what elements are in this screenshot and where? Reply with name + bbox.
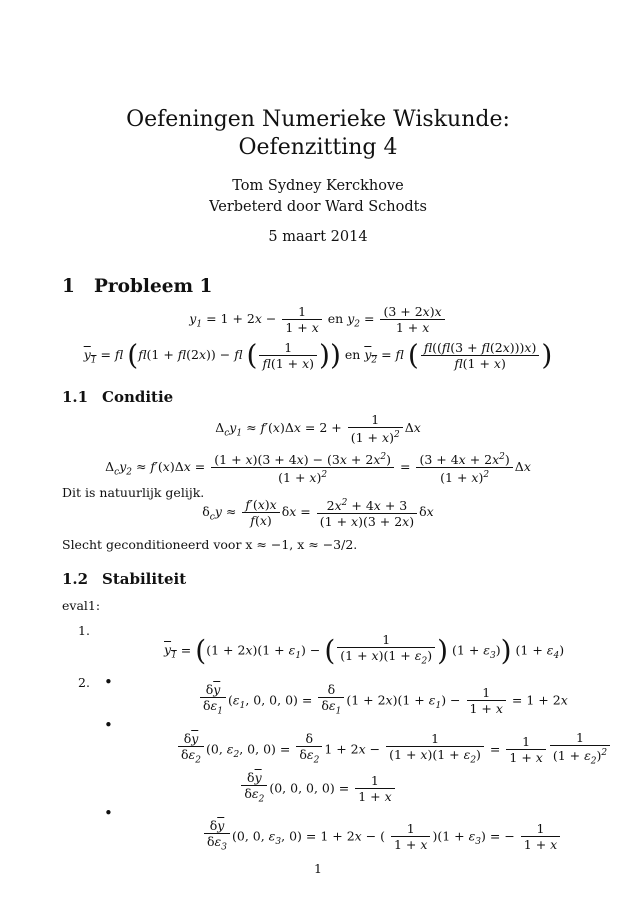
section-heading-probleem-1 bbox=[62, 276, 212, 297]
en-label-2: en bbox=[344, 347, 361, 362]
equation-relative-condition: $\delta_cy$ ≈ $\frac{f'(x)x}{f(x)}$ δx = $\frac{2x^2 + 4x + 3}{(1 + x)(3 + 2x)}$ δx bbox=[202, 497, 434, 530]
equation-y1-bar-expansion: $y_1 = ((1 + 2x)(1 + \varepsilon_1)$ − ( $\frac{1}{(1 + x)(1 + \varepsilon_2)}$ ) $(1 + \varepsilon_3)$) $(1 + \varepsilon_4)$ bbox=[164, 632, 564, 670]
section-number: 1 bbox=[62, 276, 75, 297]
subsection-title-2: Stabiliteit bbox=[102, 570, 187, 588]
subsection-number-2: 1.2 bbox=[62, 570, 89, 588]
en-label: en bbox=[327, 311, 344, 326]
corrector: Verbeterd door Ward Schodts bbox=[209, 199, 427, 215]
equation-derivative-eps2: $\frac{\delta\overline{y}}{\delta\varepsilon_2}$ (0, $\varepsilon_2$, 0, 0) = $\frac{\delta}{\delta\varepsilon_2}$ 1 + 2x − $\frac{1}{(1 + x)(1 + \varepsilon_2)}$ = $\frac{1}{1 + x}$ $\frac{1}{(1 + \varepsilon_2)^2}$ bbox=[176, 730, 612, 770]
equation-fl-definitions: $y_1$ = fl (fl(1 + fl(2x)) − fl ( $\frac{1}{fl(1 + x)}$ )) en $y_2$ = fl ( $\frac{fl((fl(3 + fl(2x)))x)}{fl(1 + x)}$ ) bbox=[83, 338, 553, 372]
document-title-line1: Oefeningen Numerieke Wiskunde: bbox=[126, 107, 510, 132]
list-item-1-number: 1. bbox=[78, 623, 90, 638]
paragraph-natuurlijk: Dit is natuurlijk gelijk. bbox=[62, 485, 205, 500]
subsection-title: Conditie bbox=[102, 388, 174, 406]
section-title: Probleem 1 bbox=[94, 276, 213, 297]
equation-condition-y1: $\Delta_cy_1 \approx f'(x)\Delta x = 2$ + $\frac{1}{(1 + x)^2}$ Δx bbox=[215, 412, 421, 446]
equation-derivative-eps3: $\frac{\delta\overline{y}}{\delta\varepsilon_3}$ (0, 0, $\varepsilon_3$, 0) = 1 + 2x − ( $\frac{1}{1 + x}$ )$(1 + \varepsilon_3)$ = − $\frac{1}{1 + x}$ bbox=[202, 818, 562, 856]
paragraph-slecht: Slecht geconditioneerd voor x ≈ −1, x ≈ −3/2. bbox=[62, 537, 358, 552]
document-title-line2: Oefenzitting 4 bbox=[238, 135, 398, 160]
subsection-heading-stabiliteit bbox=[62, 570, 186, 588]
bullet-2: • bbox=[104, 716, 113, 734]
equation-condition-y2: $\Delta_cy_2 \approx f'(x)\Delta x$ = $\frac{(1 + x)(3 + 4x) - (3x + 2x^2)}{(1 + x)^2}$ = $\frac{(3 + 4x + 2x^2)}{(1 + x)^2}$ Δx bbox=[105, 452, 531, 486]
bullet-3: • bbox=[104, 804, 113, 822]
subsection-heading-conditie bbox=[62, 388, 173, 406]
subsection-number: 1.1 bbox=[62, 388, 89, 406]
paragraph-eval1: eval1: bbox=[62, 598, 101, 613]
date: 5 maart 2014 bbox=[268, 229, 368, 245]
equation-derivative-eps1: $\frac{\delta\overline{y}}{\delta\varepsilon_1}$ ($\varepsilon_1$, 0, 0, 0) = $\frac{\delta}{\delta\varepsilon_1}$ $(1 + 2x)(1 + \varepsilon_1)$ − $\frac{1}{1 + x}$ = 1 + 2x bbox=[198, 682, 568, 720]
author: Tom Sydney Kerckhove bbox=[232, 178, 404, 194]
bullet-1: • bbox=[104, 673, 113, 691]
page-number: 1 bbox=[314, 861, 322, 876]
equation-derivative-eps2-zero: $\frac{\delta\overline{y}}{\delta\varepsilon_2}$ (0, 0, 0, 0) = $\frac{1}{1 + x}$ bbox=[0, 770, 636, 808]
list-item-2-number: 2. bbox=[78, 675, 90, 690]
equation-y-definitions: $y_1 = 1 + 2x$ − $\frac{1}{1 + x}$ en $y_2$ = $\frac{(3 + 2x)x}{1 + x}$ bbox=[0, 304, 636, 335]
